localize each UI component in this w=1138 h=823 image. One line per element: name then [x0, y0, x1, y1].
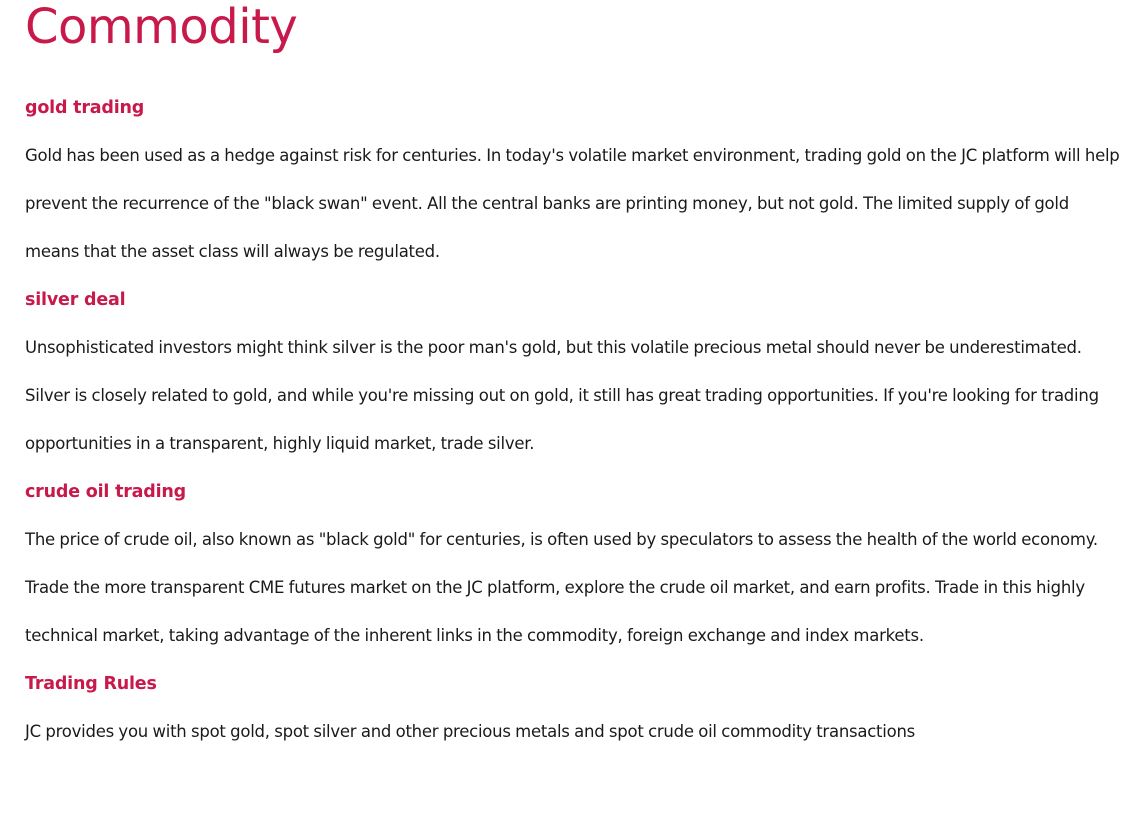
section-gold-trading: [25, 84, 1125, 276]
section-body-gold-trading: Gold has been used as a hedge against risk for centuries. In today's volatile market environment, trading gold on the JC platform will help prevent the recurrence of the "black swan" event. All the central banks are printing money, but not gold. The limited supply of gold means that the asset class will always be regulated.: [25, 146, 1120, 261]
section-body-crude-oil-trading: The price of crude oil, also known as "black gold" for centuries, is often used by speculators to assess the health of the world economy. Trade the more transparent CME futures market on the JC platform, explore the crude oil market, and earn profits. Trade in this highly technical market, taking advantage of the inherent links in the commodity, foreign exchange and index markets.: [25, 530, 1098, 645]
section-silver-deal: [25, 276, 1125, 468]
section-heading-silver-deal: silver deal: [25, 290, 126, 310]
section-trading-rules: [25, 660, 1125, 756]
commodity-page: [25, 0, 1125, 756]
section-heading-trading-rules: Trading Rules: [25, 674, 157, 694]
section-crude-oil-trading: [25, 468, 1125, 660]
section-body-silver-deal: Unsophisticated investors might think silver is the poor man's gold, but this volatile precious metal should never be underestimated. Silver is closely related to gold, and while you're missing out on gold, it still has great trading opportunities. If you're looking for trading opportunities in a transparent, highly liquid market, trade silver.: [25, 338, 1099, 453]
page-title: Commodity: [25, 0, 298, 55]
section-heading-crude-oil-trading: crude oil trading: [25, 482, 186, 502]
section-heading-gold-trading: gold trading: [25, 98, 145, 118]
section-body-trading-rules: JC provides you with spot gold, spot silver and other precious metals and spot crude oil commodity transactions: [25, 722, 916, 741]
